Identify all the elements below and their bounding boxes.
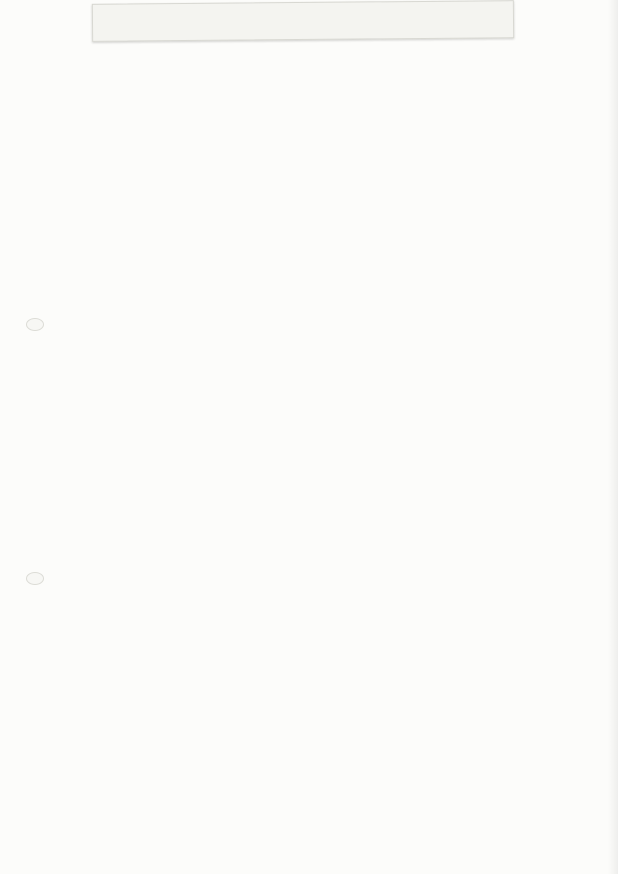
- taped-note: [92, 0, 514, 42]
- hole-punch-mark: [26, 572, 44, 585]
- page-edge-shadow: [608, 0, 618, 874]
- hole-punch-mark: [26, 318, 44, 331]
- note-text: [93, 9, 513, 13]
